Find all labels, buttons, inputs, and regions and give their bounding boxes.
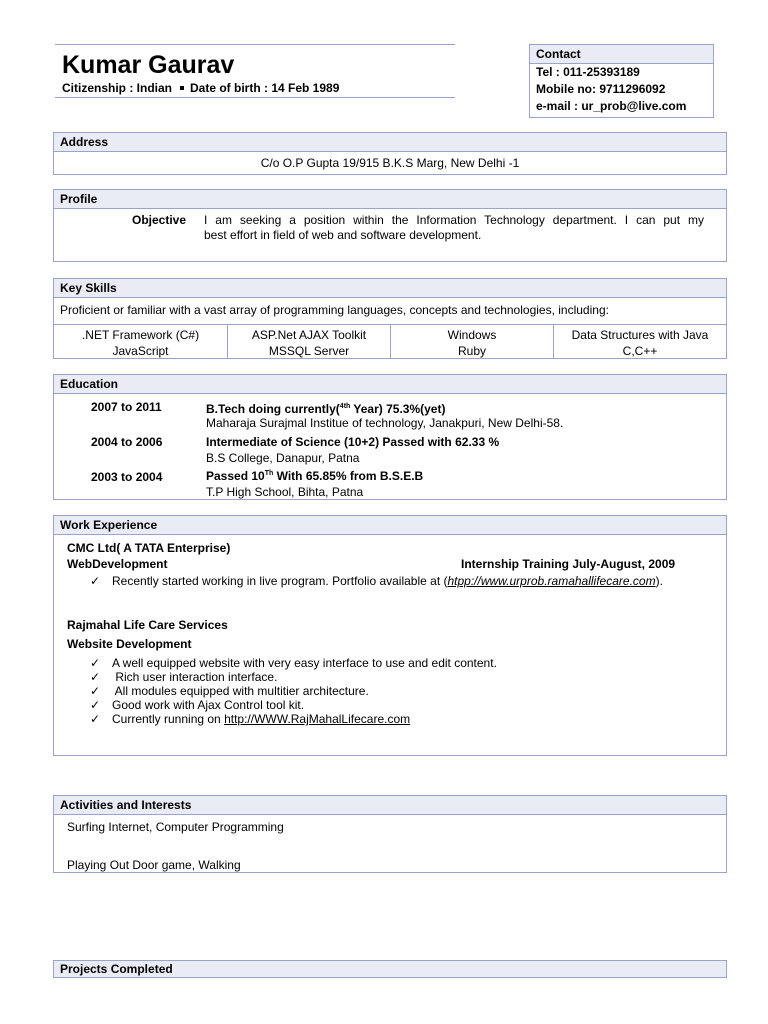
skills-column-4 (553, 324, 726, 358)
degree-text-rest: With 65.85% from B.S.E.B (273, 469, 424, 483)
skill: Windows (447, 328, 497, 342)
education-degree: Intermediate of Science (10+2) Passed with 62.33 % (206, 435, 500, 449)
objective-line-2: best effort in field of web and software development. (204, 228, 482, 242)
contact-email[interactable]: e-mail : ur_prob@live.com (536, 99, 687, 113)
skills-grid (54, 324, 726, 358)
work-bullet (90, 684, 369, 698)
objective-line-1: I am seeking a position within the Information Technology department. I can put my (204, 213, 704, 227)
activity-line: Playing Out Door game, Walking (67, 858, 241, 872)
education-section (53, 374, 727, 500)
citizenship: Citizenship : Indian (62, 81, 172, 95)
degree-text: Passed 10 (206, 469, 265, 483)
education-school: B.S College, Danapur, Patna (206, 451, 360, 465)
education-years: 2004 to 2006 (91, 435, 163, 449)
degree-text-rest: Year) 75.3%(yet) (350, 402, 446, 416)
bullet-separator-icon (180, 86, 184, 90)
education-school: Maharaja Surajmal Institue of technology, Janakpuri, New Delhi-58. (206, 416, 564, 430)
projects-section (53, 960, 727, 978)
work-bullet (90, 574, 663, 588)
bullet-text: Good work with Ajax Control tool kit. (112, 698, 305, 712)
projects-title: Projects Completed (54, 961, 726, 977)
checkmark-icon: ✓ (90, 684, 101, 698)
person-name: Kumar Gaurav (62, 51, 235, 79)
address-title: Address (54, 133, 726, 152)
degree-superscript: 4th (339, 403, 351, 410)
skill: .NET Framework (C#) (81, 328, 200, 342)
address-text: C/o O.P Gupta 19/915 B.K.S Marg, New Delhi -1 (260, 156, 520, 170)
skill: Ruby (457, 344, 486, 358)
header-top-rule (55, 44, 455, 45)
checkmark-icon: ✓ (90, 670, 101, 684)
date-of-birth: Date of birth : 14 Feb 1989 (190, 81, 340, 95)
contact-mobile: Mobile no: 9711296092 (536, 82, 666, 96)
skill: MSSQL Server (268, 344, 350, 358)
job-period: Internship Training July-August, 2009 (461, 557, 676, 571)
education-school: T.P High School, Bihta, Patna (206, 485, 364, 499)
resume-header (55, 44, 455, 98)
activity-line: Surfing Internet, Computer Programming (67, 820, 284, 834)
website-link[interactable]: http://WWW.RajMahalLifecare.com (224, 712, 411, 726)
objective-label: Objective (132, 213, 187, 227)
degree-superscript: Th (264, 470, 274, 477)
skills-column-1 (54, 324, 227, 358)
bullet-text: A well equipped website with very easy interface to use and edit content. (112, 656, 497, 670)
skills-title: Key Skills (54, 279, 726, 298)
education-years: 2007 to 2011 (91, 400, 162, 414)
skills-column-3 (390, 324, 553, 358)
contact-tel: Tel : 011-25393189 (536, 65, 640, 79)
skills-section (53, 278, 727, 359)
address-section (53, 132, 727, 175)
work-bullet (90, 670, 277, 684)
header-bottom-rule (55, 97, 455, 98)
skills-column-2 (227, 324, 390, 358)
activities-title: Activities and Interests (54, 796, 726, 815)
profile-title: Profile (54, 190, 726, 209)
person-details (62, 80, 339, 96)
degree-text: B.Tech doing currently( (206, 402, 340, 416)
job-role: Website Development (67, 637, 192, 651)
education-title: Education (54, 375, 726, 394)
bullet-text: Recently started working in live program. Portfolio available at ( (112, 574, 448, 588)
bullet-text: All modules equipped with multitier architecture. (112, 684, 369, 698)
skill: Data Structures with Java (571, 328, 709, 342)
bullet-text-end: ). (655, 574, 663, 588)
work-bullet (90, 712, 410, 726)
work-bullet (90, 698, 304, 712)
checkmark-icon: ✓ (90, 712, 101, 726)
work-section (53, 515, 727, 756)
contact-title: Contact (530, 45, 713, 64)
skill: ASP.Net AJAX Toolkit (251, 328, 367, 342)
work-title: Work Experience (54, 516, 726, 535)
education-degree (206, 400, 445, 416)
work-bullet (90, 656, 497, 670)
company-name: Rajmahal Life Care Services (67, 618, 228, 632)
company-name: CMC Ltd( A TATA Enterprise) (67, 541, 231, 555)
bullet-text: Currently running on (112, 712, 225, 726)
checkmark-icon: ✓ (90, 698, 101, 712)
profile-section (53, 189, 727, 262)
skills-intro: Proficient or familiar with a vast array of programming languages, concepts and technologies, including: (60, 303, 609, 317)
bullet-text: Rich user interaction interface. (112, 670, 278, 684)
contact-box (529, 44, 714, 118)
skill: C,C++ (622, 344, 658, 358)
activities-section (53, 795, 727, 873)
education-degree (206, 467, 423, 483)
checkmark-icon: ✓ (90, 656, 101, 670)
skill: JavaScript (112, 344, 169, 358)
checkmark-icon: ✓ (90, 574, 101, 588)
portfolio-link[interactable]: htpp://www.urprob.ramahallifecare.com (447, 574, 656, 588)
job-role: WebDevelopment (67, 557, 168, 571)
education-years: 2003 to 2004 (91, 470, 163, 484)
